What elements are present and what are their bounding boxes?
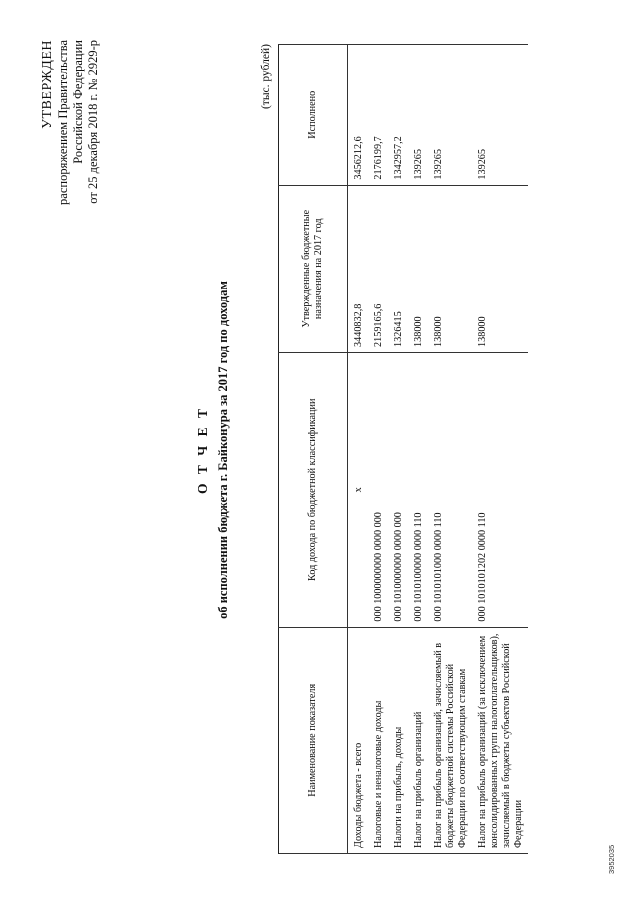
row-plan: 2159165,6 <box>368 185 388 352</box>
row-executed: 139265 <box>472 45 528 186</box>
header-plan: Утвержденные бюджетные назначения на 2017 год <box>279 185 348 352</box>
row-plan: 138000 <box>408 185 428 352</box>
row-code: 000 1010101202 0000 110 <box>472 352 528 627</box>
row-executed: 1342957,2 <box>388 45 408 186</box>
approval-line-3: от 25 декабря 2018 г. № 2929-р <box>86 40 100 204</box>
report-title <box>194 20 232 880</box>
header-code: Код дохода по бюджетной классификации <box>279 352 348 627</box>
approval-line-2: Российской Федерации <box>71 40 85 164</box>
table-row <box>408 45 428 854</box>
row-name: Налоговые и неналоговые доходы <box>368 627 388 853</box>
row-executed: 2176199,7 <box>368 45 388 186</box>
row-code: 000 1000000000 0000 000 <box>368 352 388 627</box>
table-row <box>472 45 528 854</box>
table-row <box>388 45 408 854</box>
row-code: 000 1010000000 0000 000 <box>388 352 408 627</box>
revenue-table <box>278 44 528 854</box>
approval-heading: УТВЕРЖДЕН <box>40 40 55 129</box>
document-page <box>22 20 622 880</box>
row-plan: 138000 <box>472 185 528 352</box>
table-row <box>348 45 369 854</box>
row-plan: 3440832,8 <box>348 185 369 352</box>
row-plan: 1326415 <box>388 185 408 352</box>
approval-stamp <box>40 40 101 400</box>
row-code: 000 1010100000 0000 110 <box>408 352 428 627</box>
row-name: Налог на прибыль организаций <box>408 627 428 853</box>
row-name: Налог на прибыль организаций (за исключением консолидированных групп налогоплательщиков), зачисляемый в бюджеты субъектов Российской Федерации <box>472 627 528 853</box>
document-number: 3952035 <box>607 844 616 874</box>
row-executed: 3456212,6 <box>348 45 369 186</box>
row-executed: 139265 <box>408 45 428 186</box>
table-row <box>428 45 472 854</box>
row-code: 000 1010101000 0000 110 <box>428 352 472 627</box>
row-name: Налог на прибыль организаций, зачисляемый в бюджеты бюджетной системы Российской Федерации по соответствующим ставкам <box>428 627 472 853</box>
units-label: (тыс. рублей) <box>260 44 272 110</box>
table-row <box>368 45 388 854</box>
approval-line-1: распоряжением Правительства <box>56 40 70 205</box>
header-executed: Исполнено <box>279 45 348 186</box>
row-executed: 139265 <box>428 45 472 186</box>
row-name: Доходы бюджета - всего <box>348 627 369 853</box>
table-header-row <box>279 45 348 854</box>
title-main: О Т Ч Е Т <box>195 406 210 494</box>
row-code: x <box>348 352 369 627</box>
header-name: Наименование показателя <box>279 627 348 853</box>
row-name: Налоги на прибыль, доходы <box>388 627 408 853</box>
row-plan: 138000 <box>428 185 472 352</box>
title-subtitle: об исполнении бюджета г. Байконура за 2017 год по доходам <box>216 281 230 619</box>
